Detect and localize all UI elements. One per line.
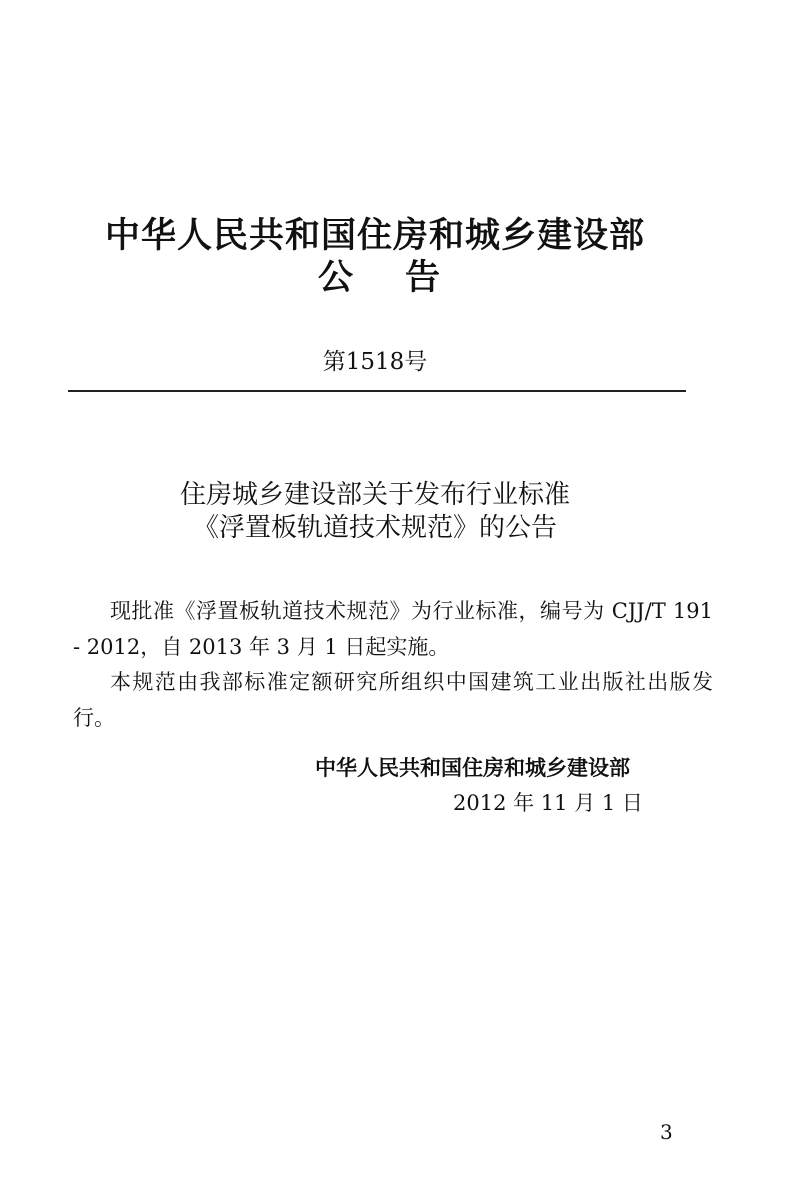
document-type-title: [318, 250, 440, 300]
signature-date: 2012 年 11 月 1 日: [453, 791, 643, 815]
announcement-heading-line-2: 《浮置板轨道技术规范》的公告: [192, 513, 557, 543]
body-paragraph: 现批准《浮置板轨道技术规范》为行业标准，编号为 CJJ/T 191 - 2012，自 2013 年 3 月 1 日起实施。: [73, 599, 713, 659]
announcement-number: 第1518号: [322, 349, 428, 375]
announcement-heading-line-1: 住房城乡建设部关于发布行业标准: [179, 480, 570, 510]
header-divider: [68, 390, 686, 392]
document-type-char: 告: [405, 257, 441, 298]
document-type-char: 公: [318, 257, 354, 298]
body-paragraph: 本规范由我部标准定额研究所组织中国建筑工业出版社出版发行。: [73, 670, 713, 730]
announcement-body: [73, 594, 713, 736]
page-number: 3: [660, 1120, 673, 1144]
issuer-title: 中华人民共和国住房和城乡建设部: [104, 215, 645, 256]
signature-issuer: 中华人民共和国住房和城乡建设部: [315, 756, 630, 780]
